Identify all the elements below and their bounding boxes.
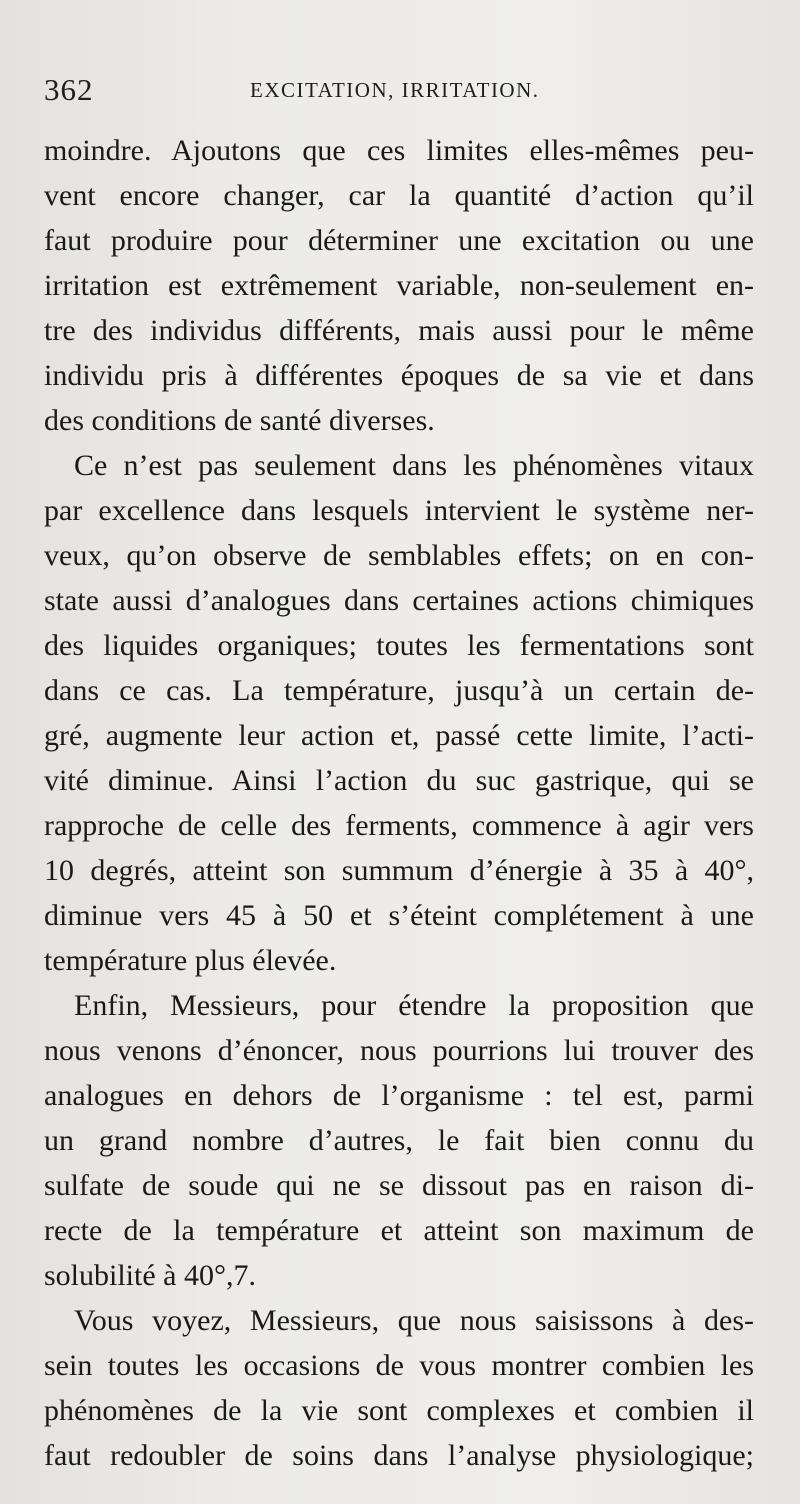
text-line: nous venons d’énoncer, nous pourrions lui trouver des bbox=[44, 1034, 754, 1067]
text-line: sulfate de soude qui ne se dissout pas en raison di- bbox=[44, 1169, 754, 1202]
text-line: gré, augmente leur action et, passé cette limite, l’acti- bbox=[44, 719, 754, 752]
text-line: des conditions de santé diverses. bbox=[44, 404, 435, 437]
running-title: EXCITATION, IRRITATION. bbox=[250, 78, 540, 102]
paragraph-3 bbox=[44, 983, 754, 1298]
text-line: un grand nombre d’autres, le fait bien connu du bbox=[44, 1124, 754, 1157]
text-line: phénomènes de la vie sont complexes et combien il bbox=[44, 1394, 754, 1427]
page-header bbox=[44, 72, 756, 112]
text-line: irritation est extrêmement variable, non-seulement en- bbox=[44, 269, 754, 302]
text-line: faut produire pour déterminer une excitation ou une bbox=[44, 224, 754, 257]
text-line: faut redoubler de soins dans l’analyse physiologique; bbox=[44, 1439, 754, 1472]
text-line: dans ce cas. La température, jusqu’à un certain de- bbox=[44, 674, 754, 707]
text-line: vité diminue. Ainsi l’action du suc gastrique, qui se bbox=[44, 764, 754, 797]
page-body bbox=[44, 128, 754, 1478]
text-line: analogues en dehors de l’organisme : tel est, parmi bbox=[44, 1079, 754, 1112]
text-line: vent encore changer, car la quantité d’action qu’il bbox=[44, 179, 754, 212]
paragraph-1 bbox=[44, 128, 754, 443]
text-line: des liquides organiques; toutes les fermentations sont bbox=[44, 629, 754, 662]
text-line: recte de la température et atteint son maximum de bbox=[44, 1214, 754, 1247]
text-line: solubilité à 40°,7. bbox=[44, 1259, 256, 1292]
paragraph-2 bbox=[44, 443, 754, 983]
text-line: individu pris à différentes époques de sa vie et dans bbox=[44, 359, 754, 392]
text-line: state aussi d’analogues dans certaines actions chimiques bbox=[44, 584, 754, 617]
text-line: Enfin, Messieurs, pour étendre la proposition que bbox=[74, 989, 754, 1022]
text-line: rapproche de celle des ferments, commence à agir vers bbox=[44, 809, 754, 842]
text-line: tre des individus différents, mais aussi pour le même bbox=[44, 314, 754, 347]
text-line: sein toutes les occasions de vous montrer combien les bbox=[44, 1349, 754, 1382]
text-line: Ce n’est pas seulement dans les phénomènes vitaux bbox=[74, 449, 754, 482]
paragraph-4 bbox=[44, 1298, 754, 1478]
text-line: température plus élevée. bbox=[44, 944, 337, 977]
text-line: par excellence dans lesquels intervient le système ner- bbox=[44, 494, 754, 527]
text-line: veux, qu’on observe de semblables effets; on en con- bbox=[44, 539, 754, 572]
text-line: 10 degrés, atteint son summum d’énergie à 35 à 40°, bbox=[44, 854, 754, 887]
text-line: moindre. Ajoutons que ces limites elles-mêmes peu- bbox=[44, 134, 754, 167]
page-number: 362 bbox=[44, 72, 94, 107]
text-line: Vous voyez, Messieurs, que nous saisissons à des- bbox=[74, 1304, 754, 1337]
text-line: diminue vers 45 à 50 et s’éteint complétement à une bbox=[44, 899, 754, 932]
